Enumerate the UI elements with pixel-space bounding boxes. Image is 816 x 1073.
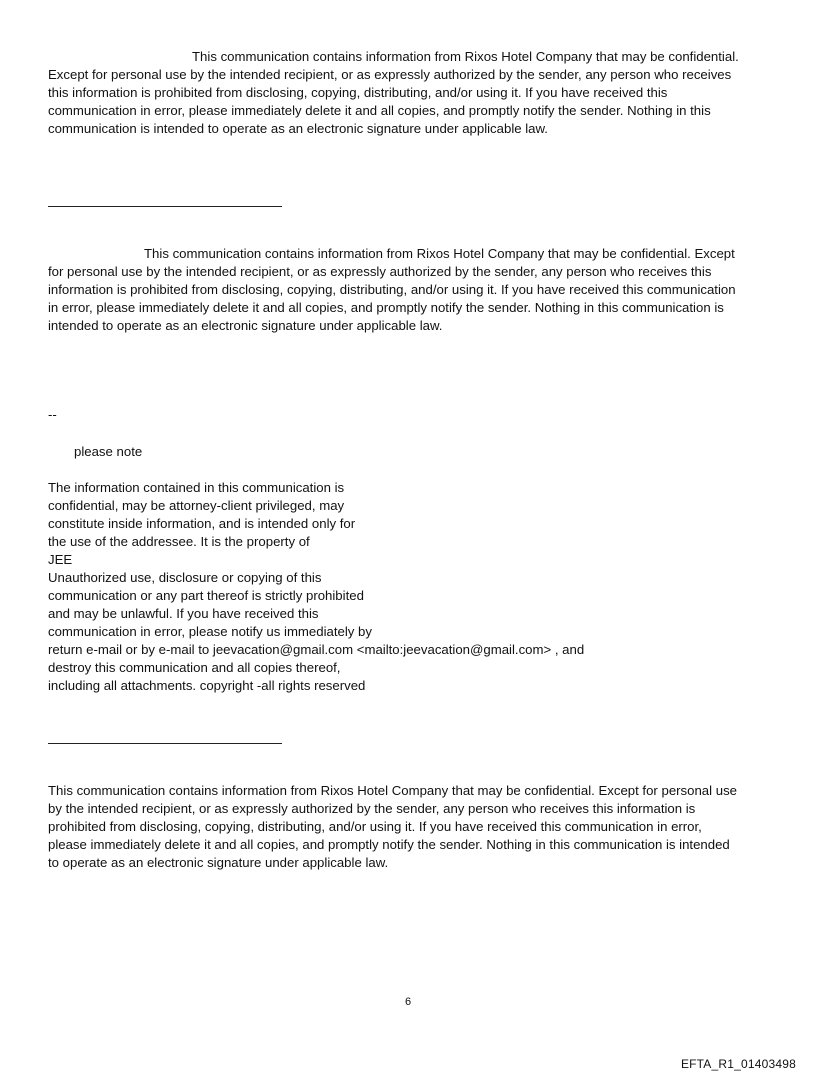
text-line: confidential, may be attorney-client privileged, may	[48, 498, 345, 513]
text-line: communication is intended to operate as an electronic signature under applicable law.	[48, 121, 548, 136]
text-line: in error, please immediately delete it and all copies, and promptly notify the sender. Nothing in this communication is	[48, 300, 724, 315]
text-line: to operate as an electronic signature under applicable law.	[48, 855, 389, 870]
text-line: Unauthorized use, disclosure or copying of this	[48, 570, 322, 585]
text-line: for personal use by the intended recipient, or as expressly authorized by the sender, any person who receives this	[48, 264, 712, 279]
text-line: destroy this communication and all copies thereof,	[48, 660, 341, 675]
disclaimer-1	[48, 48, 768, 138]
text-line: JEE	[48, 552, 73, 567]
text-line: This communication contains information from Rixos Hotel Company that may be confidential. Except	[144, 246, 735, 261]
page-number: 6	[404, 996, 412, 1008]
text-line: intended to operate as an electronic signature under applicable law.	[48, 318, 443, 333]
note-label: please note	[74, 444, 143, 459]
confidentiality-notice	[48, 479, 768, 695]
text-line: prohibited from disclosing, copying, distributing, and/or using it. If you have received this communication in error,	[48, 819, 702, 834]
document-id: EFTA_R1_01403498	[680, 1057, 796, 1071]
text-line: This communication contains information from Rixos Hotel Company that may be confidential. Except for personal use	[48, 783, 738, 798]
disclaimer-2	[48, 245, 768, 335]
text-line: constitute inside information, and is intended only for	[48, 516, 356, 531]
text-line: This communication contains information from Rixos Hotel Company that may be confidential.	[192, 49, 739, 64]
text-line: including all attachments. copyright -all rights reserved	[48, 678, 366, 693]
text-line: return e-mail or by e-mail to jeevacation@gmail.com <mailto:jeevacation@gmail.com> , and	[48, 642, 585, 657]
text-line: The information contained in this communication is	[48, 480, 345, 495]
horizontal-rule	[48, 206, 282, 207]
text-line: and may be unlawful. If you have received this	[48, 606, 319, 621]
text-line: communication in error, please immediately delete it and all copies, and promptly notify the sender. Nothing in this	[48, 103, 711, 118]
disclaimer-3	[48, 782, 768, 872]
text-line: the use of the addressee. It is the property of	[48, 534, 310, 549]
text-line: Except for personal use by the intended recipient, or as expressly authorized by the sender, any person who receives	[48, 67, 732, 82]
text-line: please immediately delete it and all copies, and promptly notify the sender. Nothing in this communication is intended	[48, 837, 730, 852]
signature-separator: --	[48, 407, 57, 422]
text-line: by the intended recipient, or as expressly authorized by the sender, any person who receives this information is	[48, 801, 696, 816]
horizontal-rule	[48, 743, 282, 744]
text-line: communication in error, please notify us immediately by	[48, 624, 372, 639]
text-line: information is prohibited from disclosing, copying, distributing, and/or using it. If you have received this communication	[48, 282, 736, 297]
text-line: this information is prohibited from disclosing, copying, distributing, and/or using it. If you have received this	[48, 85, 668, 100]
text-line: communication or any part thereof is strictly prohibited	[48, 588, 364, 603]
